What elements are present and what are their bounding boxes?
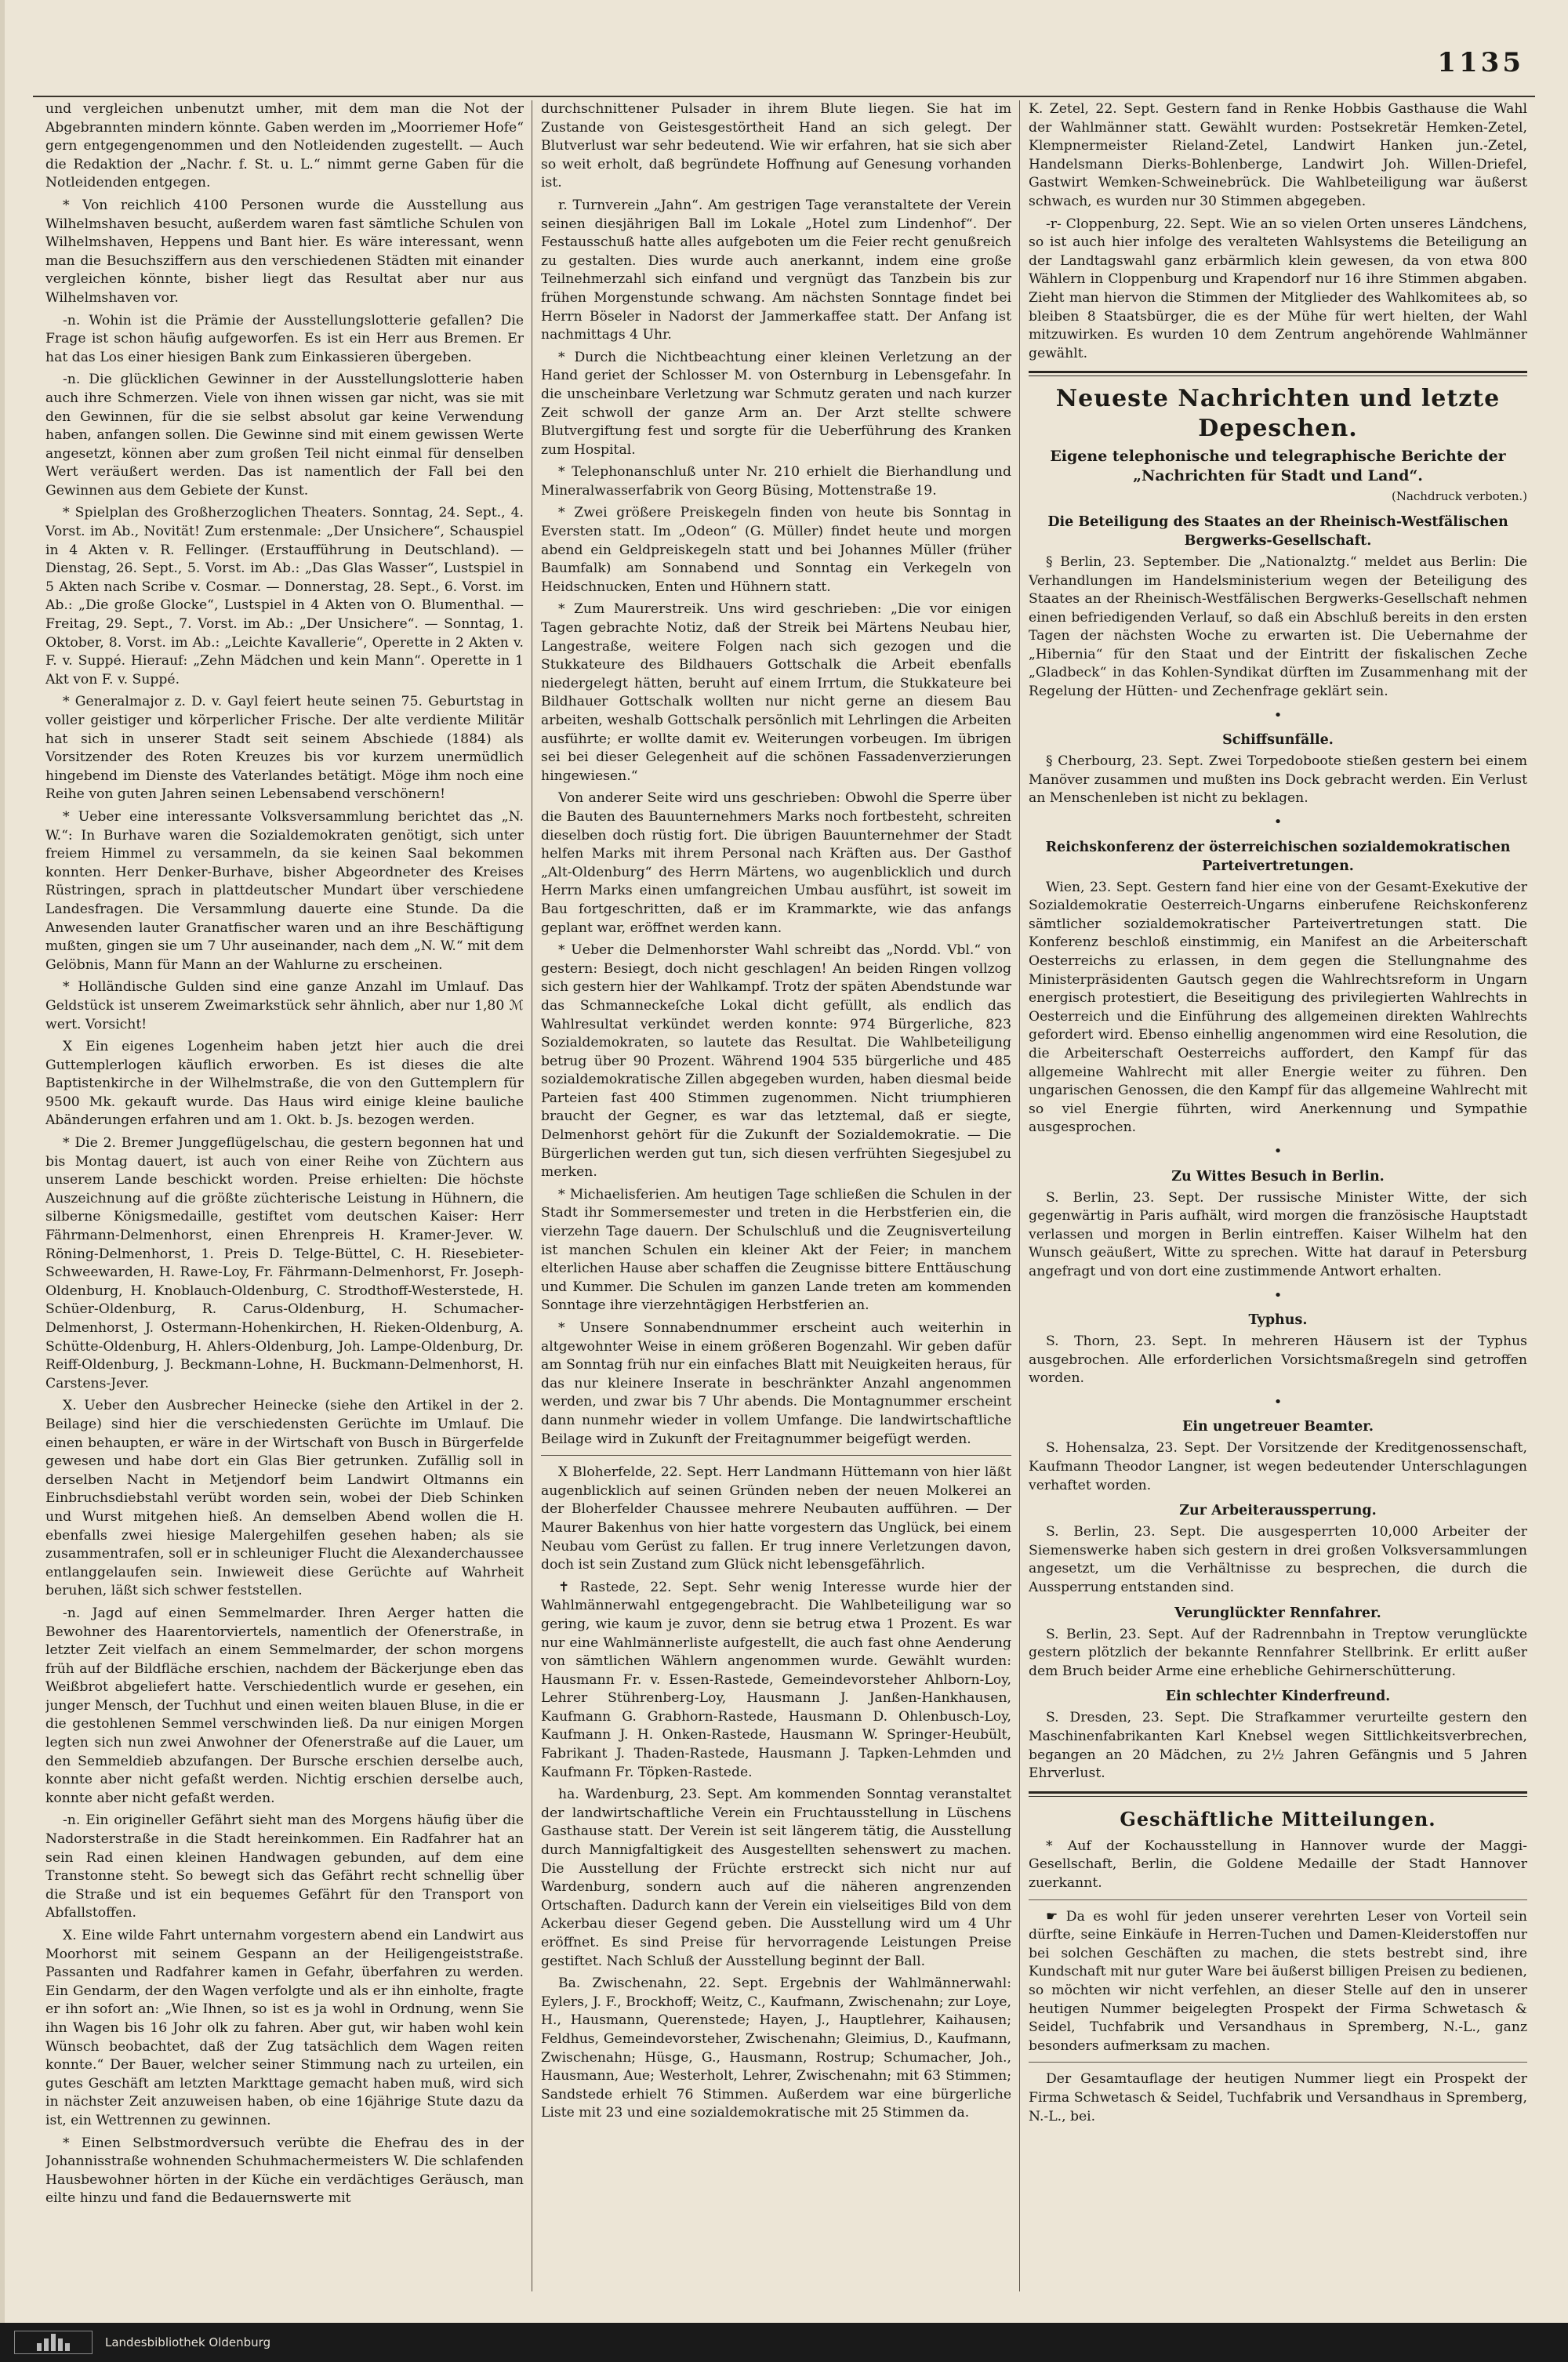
article-paragraph: * Generalmajor z. D. v. Gayl feiert heute seinen 75. Geburtstag in voller geistiger und körperlicher Frische. Der alte verdiente Militär hat sich in unserer Stadt seit seinem Abschiede (1884) als Vorsitzender des Roten Kreuzes bis vor kurzem unermüdlich hingebend im Dienste des Vaterlandes betätigt. Möge ihm noch eine Reihe von guten Jahren seinen Lebensabend verschönern! (45, 694, 524, 803)
article-paragraph: ✝ Rastede, 22. Sept. Sehr wenig Interesse wurde hier der Wahlmännerwahl entgegengebracht. Die Wahlbeteiligung war so gering, wie kaum je zuvor, denn sie betrug etwa 1 Prozent. Es war nur eine Wahlmännerliste aufgestellt, die auch fast ohne Aenderung von sämtlichen Wählern angenommen wurde. Gewählt wurden: Hausmann Fr. v. Essen-Rastede, Gemeindevorsteher Ahlborn-Loy, Lehrer Stührenberg-Loy, Hausmann J. Janßen-Hankhausen, Kaufmann G. Grabhorn-Rastede, Hausmann D. Ohlenbusch-Loy, Kaufmann J. H. Onken-Rastede, Hausmann W. Springer-Heubült, Fabrikant J. Thaden-Rastede, Hausmann J. Tapken-Lehmden und Kaufmann Fr. Töpken-Rastede. (541, 1579, 1011, 1780)
reprint-note: (Nachdruck verboten.) (1391, 489, 1527, 504)
article-headline: Schiffsunfälle. (1222, 732, 1334, 749)
column-1 (45, 100, 524, 2291)
article-headline: Die Beteiligung des Staates an der Rheinisch-Westfälischen Bergwerks-Gesellschaft. (1047, 513, 1508, 549)
section-title: Neueste Nachrichten und letzte Depeschen. (1055, 385, 1501, 443)
library-logo-icon (14, 2331, 93, 2354)
article-paragraph: X. Ueber den Ausbrecher Heinecke (siehe den Artikel in der 2. Beilage) sind hier die verschiedensten Gerüchte im Umlauf. Die einen behaupten, er wäre in der Wirtschaft von Busch in Bürgerfelde gewesen und habe dort ein Glas Bier getrunken. Zufällig soll in derselben Nacht in Metjendorf beim Landwirt Oltmanns ein Einbruchsdiebstahl verübt worden sein, wobei der Dieb Schinken und Wurst mitgehen hieß. An demselben Abend wollen die H. ebenfalls zwei hiesige Malergehilfen gesehen haben; als sie zusammentrafen, soll er in schleuniger Flucht die Alexanderchaussee entlanggelaufen sein. Inwieweit diese Gerüchte auf Wahrheit beruhen, läßt sich schwer feststellen. (45, 1398, 524, 1599)
separator-dot: • (1273, 706, 1283, 724)
article-headline: Verunglückter Rennfahrer. (1174, 1605, 1381, 1621)
article-headline: Zur Arbeiteraussperrung. (1179, 1503, 1377, 1519)
article-paragraph: ha. Wardenburg, 23. Sept. Am kommenden Sonntag veranstaltet der landwirtschaftliche Verein ein Fruchtausstellung in Lüschens Gasthause statt. Der Verein ist seit längerem tätig, die Ausstellung durch Mannigfaltigkeit des Ausgestellten sehenswert zu machen. Die Ausstellung der Früchte erstreckt sich nicht nur auf Wardenburg, sondern auch auf die näheren angrenzenden Ortschaften. Dadurch kann der Verein ein vielseitiges Bild von dem Ackerbau dieser Gegend geben. Die Ausstellung wird um 4 Uhr eröffnet. Es sind Preise für hervorragende Leistungen Preise gestiftet. Nach Schluß der Ausstellung beginnt der Ball. (541, 1787, 1011, 1969)
article-paragraph: X Bloherfelde, 22. Sept. Herr Landmann Hüttemann von hier läßt augenblicklich auf seinen Gründen neben der neuen Molkerei an der Bloherfelder Chaussee mehrere Neubauten aufführen. — Der Maurer Bakenhus von hier hatte vorgestern das Unglück, bei einem Neubau vom Gerüst zu fallen. Er trug innere Verletzungen davon, doch ist sein Zustand zum Glück nicht lebensgefährlich. (541, 1464, 1011, 1573)
article-headline: Ein schlechter Kinderfreund. (1165, 1689, 1391, 1705)
top-rule (33, 96, 1535, 97)
business-block (1029, 1838, 1527, 2126)
article-paragraph: S. Thorn, 23. Sept. In mehreren Häusern ist der Typhus ausgebrochen. Alle erforderlichen Vorsichtsmaßregeln sind getroffen worden. (1029, 1333, 1527, 1387)
article-paragraph: * Unsere Sonnabendnummer erscheint auch weiterhin in altgewohnter Weise in einem größeren Bogenzahl. Wir geben dafür am Sonntag früh nur ein einfaches Blatt mit Neuigkeiten heraus, für das nur kleinere Inserate in beschränkter Anzahl angenommen werden, und zwar bis 7 Uhr abends. Die Montagnummer erscheint dann nunmehr wieder in vollem Umfange. Die landwirtschaftliche Beilage wird in Zukunft der Freitagnummer beigefügt werden. (541, 1320, 1011, 1447)
article-paragraph: -r- Cloppenburg, 22. Sept. Wie an so vielen Orten unseres Ländchens, so ist auch hier infolge des veralteten Wahlsystems die Beteiligung an der Landtagswahl ganz erbärmlich klein gewesen, da von etwa 800 Wählern in Cloppenburg und Krapendorf nur 16 ihre Stimmen abgaben. Zieht man hiervon die Stimmen der Mitglieder des Wahlkomitees ab, so bleiben 8 Staatsbürger, die es der Mühe für wert hielten, der Wahl mitzuwirken. Es wurden 10 dem Zentrum angehörende Wahlmänner gewählt. (1029, 216, 1527, 361)
article-paragraph: * Ueber eine interessante Volksversammlung berichtet das „N. W.“: In Burhave waren die Sozialdemokraten genötigt, sich unter freiem Himmel zu versammeln, da sie keinen Saal bekommen konnten. Herr Denker-Burhave, bisher Abgeordneter des Kreises Rüstringen, sprach in plattdeutscher Mundart über verschiedene Landesfragen. Die Versammlung dauerte eine Stunde. Da die Anwesenden lauter Granatfischer waren und an ihre Beschäftigung mußten, gingen sie um 7 Uhr auseinander, nach dem „N. W.“ mit dem Gelöbnis, Mann für Mann an der Wahlurne zu erscheinen. (45, 808, 524, 973)
article-paragraph: S. Berlin, 23. Sept. Der russische Minister Witte, der sich gegenwärtig in Paris aufhält, wird morgen die französische Hauptstadt verlassen und morgen in Berlin eintreffen. Kaiser Wilhelm hat den Wunsch geäußert, Witte zu sprechen. Witte hat darauf in Petersburg angefragt und von dort eine zustimmende Antwort erhalten. (1029, 1189, 1527, 1279)
article-headline: Reichskonferenz der österreichischen sozialdemokratischen Parteivertretungen. (1045, 839, 1511, 874)
article-paragraph: Wien, 23. Sept. Gestern fand hier eine von der Gesamt-Exekutive der Sozialdemokratie Oesterreich-Ungarns einberufene Reichskonferenz sämtlicher sozialdemokratischer Parteivertretungen statt. Die Konferenz beschloß einstimmig, ein Manifest an die Arbeiterschaft Oesterreichs zu erlassen, in dem gegen die Stellungnahme des Ministerpräsidenten Gautsch gegen die Wahlrechtsreform in Ungarn energisch protestiert, die Beseitigung des privilegierten Wahlrechts in Oesterreich und die Einführung des allgemeinen direkten Wahlrechts gefordert wird. Ebenso einhellig angenommen wird eine Resolution, die die Arbeiterschaft Oesterreichs auffordert, den Kampf für das allgemeine Wahlrecht mit aller Energie weiter zu führen. Den ungarischen Genossen, die den Kampf für das allgemeine Wahlrecht mit so viel Energie führten, wird Anerkennung und Sympathie ausgesprochen. (1029, 879, 1527, 1136)
article-headline: Ein ungetreuer Beamter. (1182, 1419, 1374, 1435)
article-paragraph: r. Turnverein „Jahn“. Am gestrigen Tage veranstaltete der Verein seinen diesjährigen Ball im Lokale „Hotel zum Lindenhof“. Der Festausschuß hatte alles aufgeboten um die Feier recht genußreich zu gestalten. Dies wurde auch anerkannt, indem eine große Teilnehmerzahl sich einfand und vergnügt das Tanzbein bis zur frühen Morgenstunde schwang. Am nächsten Sonntage findet bei Herrn Böseler in Nadorst der Jammerkaffee statt. Der Anfang ist nachmittags 4 Uhr. (541, 197, 1011, 343)
separator-rule (1029, 1899, 1527, 1900)
article-paragraph: * Spielplan des Großherzoglichen Theaters. Sonntag, 24. Sept., 4. Vorst. im Ab., Novität! Zum erstenmale: „Der Unsichere“, Schauspiel in 4 Akten v. R. Fellinger. (Erstaufführung in Deutschland). — Dienstag, 26. Sept., 5. Vorst. im Ab.: „Das Glas Wasser“, Lustspiel in 5 Akten nach Scribe v. Cosmar. — Donnerstag, 28. Sept., 6. Vorst. im Ab.: „Die große Glocke“, Lustspiel in 4 Akten von O. Blumenthal. — Freitag, 29. Sept., 7. Vorst. im Ab.: „Der Unsichere“. — Sonntag, 1. Oktober, 8. Vorst. im Ab.: „Leichte Kavallerie“, Operette in 2 Akten v. F. v. Suppé. Hierauf: „Zehn Mädchen und kein Mann“. Operette in 1 Akt von F. v. Suppé. (45, 505, 524, 688)
article-paragraph: S. Berlin, 23. Sept. Auf der Radrennbahn in Treptow verunglückte gestern plötzlich der bekannte Rennfahrer Stellbrink. Er erlitt außer dem Bruch beider Arme eine erhebliche Gehirnerschütterung. (1029, 1626, 1527, 1679)
article-paragraph: S. Berlin, 23. Sept. Die ausgesperrten 10,000 Arbeiter der Siemenswerke haben sich gestern in drei großen Volksversammlungen angesetzt, um die Verhältnisse zu besprechen, die durch die Aussperrung entstanden sind. (1029, 1524, 1527, 1596)
dispatches-block (1029, 513, 1527, 1783)
column-3 (1029, 100, 1527, 2291)
article-headline: Zu Wittes Besuch in Berlin. (1171, 1168, 1385, 1185)
article-paragraph: * Zwei größere Preiskegeln finden von heute bis Sonntag in Eversten statt. Im „Odeon“ (G. Müller) findet heute und morgen abend ein Geldpreiskegeln statt und bei Johannes Müller (früher Baumfalk) am Sonnabend und Sonntag ein Verkegeln von Heidschnucken, Enten und Hühnern statt. (541, 505, 1011, 595)
article-paragraph: * Ueber die Delmenhorster Wahl schreibt das „Nordd. Vbl.“ von gestern: Besiegt, doch nicht geschlagen! An beiden Ringen vollzog sich gestern hier der Wahlkampf. Trotz der späten Abendstunde war das Schmanneckeſche Lokal dicht gefüllt, als endlich das Wahlresultat verkündet werden konnte: 974 Bürgerliche, 823 Sozialdemokraten, so lautete das Resultat. Die Wahlbeteiligung betrug über 90 Prozent. Während 1904 535 bürgerliche und 485 sozialdemokratische Zillen abgegeben wurden, haben diesmal beide Parteien fast 400 Stimmen zugenommen. Nicht triumphieren braucht der Gegner, es war das letztemal, daß er siegte, Delmenhorst gehört für die Zukunft der Sozialdemokratie. — Die Bürgerlichen werden gut tun, sich diesen verfrühten Siegesjubel zu merken. (541, 942, 1011, 1181)
separator-dot: • (1273, 1142, 1283, 1159)
article-paragraph: * Zum Maurerstreik. Uns wird geschrieben: „Die vor einigen Tagen gebrachte Notiz, daß der Streik bei Märtens Neubau hier, Langestraße, weitere Folgen nach sich gezogen und die Stukkateure des Bildhauers Gottschalk die Arbeit ebenfalls niedergelegt hätten, beruht auf einem Irrtum, die Stukkateure bei Bildhauer Gottschalk wollten nur nicht gerne an diesem Bau arbeiten, weshalb Gottschalk persönlich mit Lehrlingen die Arbeiten ausführte; er wollte damit ev. Weiterungen vorbeugen. Im übrigen sei bei dieser Gelegenheit auf die schönen Fassadenverzierungen hingewiesen.“ (541, 601, 1011, 784)
article-paragraph: * Die 2. Bremer Junggeflügelschau, die gestern begonnen hat und bis Montag dauert, ist auch von einer Reihe von Züchtern aus unserem Lande beschickt worden. Preise erhielten: Die höchste Auszeichnung auf die größte züchterische Leistung in Hühnern, die silberne Königsmedaille, gestiftet vom deutschen Kaiser: Herr Fährmann-Delmenhorst, einen Ehrenpreis H. Kramer-Jever. W. Röning-Delmenhorst, 1. Preis D. Telge-Büttel, C. H. Riesebieter-Schweewarden, H. Rawe-Loy, Fr. Fährmann-Delmenhorst, Fr. Joseph-Oldenburg, H. Knoblauch-Oldenburg, C. Strodthoff-Westerstede, H. Schüer-Oldenburg, R. Carus-Oldenburg, H. Schumacher-Delmenhorst, J. Ostermann-Hohenkirchen, H. Rieken-Oldenburg, A. Schütte-Oldenburg, H. Ahlers-Oldenburg, Joh. Lampe-Oldenburg, Dr. Reiff-Oldenburg, J. Beckmann-Lohne, H. Buckmann-Delmenhorst, H. Carstens-Jever. (45, 1135, 524, 1391)
article-paragraph: -n. Die glücklichen Gewinner in der Ausstellungslotterie haben auch ihre Schmerzen. Viele von ihnen wissen gar nicht, was sie mit den Gewinnen, für die sie selbst absolut gar keine Verwendung haben, anfangen sollen. Die Gewinne sind mit einem gewissen Werte angesetzt, können aber zum großen Teil nicht einmal für denselben Wert veräußert werden. Das ist namentlich der Fall bei den Gewinnen aus dem Gebiete der Kunst. (45, 372, 524, 499)
business-title: Geschäftliche Mitteilungen. (1120, 1807, 1436, 1830)
section-subtitle: Eigene telephonische und telegraphische Berichte der „Nachrichten für Stadt und Land“. (1050, 448, 1506, 485)
article-paragraph: * Von reichlich 4100 Personen wurde die Ausstellung aus Wilhelmshaven besucht, außerdem waren fast sämtliche Schulen von Wilhelmshaven, Heppens und Bant hier. Es wäre interessant, wenn man die Besuchsziffern aus den verschiedenen Städten mit einander vergleichen könnte, bisher liegt das Resultat aber nur aus Wilhelmshaven vor. (45, 197, 524, 306)
article-headline: Typhus. (1248, 1312, 1308, 1329)
article-paragraph: X. Eine wilde Fahrt unternahm vorgestern abend ein Landwirt aus Moorhorst mit seinem Gespann an der Heiligengeiststraße. Passanten und Radfahrer kamen in Gefahr, überfahren zu werden. Ein Gendarm, der den Wagen verfolgte und als er ihn einholte, fragte er ihn sofort an: „Wie Ihnen, so ist es ja wohl in Ordnung, wenn Sie ihn Wagen bis 16 Johr olk zu fahren. Aber gut, wir haben wohl kein Wünsch beobachtet, daß der Zug tatsächlich dem Wagen reiten konnte.“ Der Bauer, welcher seiner Stimmung nach zu urteilen, ein gutes Geschäft am letzten Markttage gemacht haben muß, wird sich in nächster Zeit anzuweisen haben, ob eine 16jährige Stute dazu da ist, ein Wettrennen zu gewinnen. (45, 1928, 524, 2128)
article-paragraph: S. Dresden, 23. Sept. Die Strafkammer verurteilte gestern den Maschinenfabrikanten Karl Knebsel wegen Sittlichkeitsverbrechen, begangen an 20 Mädchen, zu 2½ Jahren Gefängnis und 5 Jahren Ehrverlust. (1029, 1710, 1527, 1782)
article-paragraph: * Telephonanschluß unter Nr. 210 erhielt die Bierhandlung und Mineralwasserfabrik von Georg Büsing, Mottenstraße 19. (541, 464, 1011, 499)
article-paragraph: und vergleichen unbenutzt umher, mit dem man die Not der Abgebrannten mindern könnte. Gaben werden im „Moorriemer Hofe“ gern entgegengenommen und den Notleidenden zugestellt. — Auch die Redaktion der „Nachr. f. St. u. L.“ nimmt gerne Gaben für die Notleidenden entgegen. (45, 101, 524, 191)
separator-rule (541, 1455, 1011, 1456)
separator-dot: • (1273, 1286, 1283, 1304)
article-paragraph: durchschnittener Pulsader in ihrem Blute liegen. Sie hat im Zustande von Geistesgestörtheit Hand an sich gelegt. Der Blutverlust war sehr bedeutend. Wie wir erfahren, hat sie sich aber so weit erholt, daß begründete Hoffnung auf Genesung vorhanden ist. (541, 101, 1011, 191)
article-paragraph: X Ein eigenes Logenheim haben jetzt hier auch die drei Guttemplerlogen käuflich erworben. Es ist dieses die alte Baptistenkirche in der Wilhelmstraße, die von den Guttemplern für 9500 Mk. gekauft wurde. Das Haus wird einige kleine bauliche Abänderungen erfahren und am 1. Okt. b. Js. bezogen werden. (45, 1039, 524, 1129)
library-name: Landesbibliothek Oldenburg (105, 2335, 271, 2349)
article-paragraph: -n. Wohin ist die Prämie der Ausstellungslotterie gefallen? Die Frage ist schon häufig aufgeworfen. Es ist ein Herr aus Bremen. Er hat das Los einer hiesigen Bank zum Einkassieren übergeben. (45, 312, 524, 365)
page-edge (0, 0, 5, 2362)
separator-dot: • (1273, 1393, 1283, 1410)
library-footer (0, 2323, 1568, 2362)
article-paragraph: § Berlin, 23. September. Die „Nationalztg.“ meldet aus Berlin: Die Verhandlungen im Handelsministerium wegen der Beteiligung des Staates an der Rheinisch-Westfälischen Bergwerks-Gesellschaft nehmen einen befriedigenden Verlauf, so daß ein Abschluß bereits in den ersten Tagen der nächsten Woche zu erwarten ist. Die Uebernahme der „Hibernia“ für den Staat und der Eintritt der fiskalischen Zeche „Gladbeck“ in das Kohlen-Syndikat dürften im Zusammenhang mit der Regelung der Hütten- und Zechenfrage geklärt sein. (1029, 553, 1527, 700)
article-paragraph: * Holländische Gulden sind eine ganze Anzahl im Umlauf. Das Geldstück ist unserem Zweimarkstück sehr ähnlich, aber nur 1,80 ℳ wert. Vorsicht! (45, 979, 524, 1032)
section-rule (1029, 371, 1527, 373)
column-2 (541, 100, 1011, 2291)
local-news-block (1029, 100, 1527, 363)
page-number: 1135 (1437, 47, 1524, 78)
article-paragraph: -n. Jagd auf einen Semmelmarder. Ihren Aerger hatten die Bewohner des Haarentorviertels, namentlich der Ofenerstraße, in letzter Zeit vielfach an einem Semmelmarder, der schon morgens früh auf der Bildfläche erschien, nachdem der Bäckerjunge eben das Weißbrot abgeliefert hatte. Verschiedentlich wurde er gesehen, ein junger Mensch, der Tuchhut und einen weiten blauen Bluse, in die er die gestohlenen Semmel verschwinden ließ. Da nur einigen Morgen legten sich nun zwei Anwohner der Ofenerstraße auf die Lauer, um den Semmeldieb abzufangen. Der Bursche erschien derselbe auch, konnte aber nicht gefaßt werden. Nichtig erschien derselbe auch, konnte aber nicht gefaßt werden. (45, 1605, 524, 1806)
separator-rule (1029, 2062, 1527, 2063)
separator-dot: • (1273, 814, 1283, 831)
article-paragraph: S. Hohensalza, 23. Sept. Der Vorsitzende der Kreditgenossenschaft, Kaufmann Theodor Langner, ist wegen bedeutender Unterschlagungen verhaftet worden. (1029, 1440, 1527, 1493)
column-rule (1019, 100, 1020, 2291)
section-rule (1029, 1791, 1527, 1794)
article-paragraph: Ba. Zwischenahn, 22. Sept. Ergebnis der Wahlmännerwahl: Eylers, J. F., Brockhoff; Weitz, C., Kaufmann, Zwischenahn; zur Loye, H., Hausmann, Querenstede; Hayen, J., Hauptlehrer, Kaihausen; Feldhus, Gemeindevorsteher, Zwischenahn; Gleimius, D., Kaufmann, Zwischenahn; Hüsge, G., Hausmann, Rostrup; Schumacher, Joh., Hausmann, Aue; Westerholt, Lehrer, Zwischenahn; mit 63 Stimmen; Sandstede erhielt 76 Stimmen. Außerdem war eine bürgerliche Liste mit 23 und eine sozialdemokratische mit 25 Stimmen da. (541, 1976, 1011, 2121)
article-paragraph: * Auf der Kochausstellung in Hannover wurde der Maggi-Gesellschaft, Berlin, die Goldene Medaille der Stadt Hannover zuerkannt. (1029, 1838, 1527, 1891)
article-paragraph: * Durch die Nichtbeachtung einer kleinen Verletzung an der Hand geriet der Schlosser M. von Osternburg in Lebensgefahr. In die unscheinbare Verletzung war Schmutz geraten und nach kurzer Zeit schwoll der ganze Arm an. Der Arzt stellte schwere Blutvergiftung fest und sorgte für die Ueberführung des Kranken zum Hospital. (541, 349, 1011, 458)
article-paragraph: § Cherbourg, 23. Sept. Zwei Torpedoboote stießen gestern bei einem Manöver zusammen und mußten ins Dock gebracht werden. Ein Verlust an Menschenleben ist nicht zu beklagen. (1029, 753, 1527, 807)
article-paragraph: * Einen Selbstmordversuch verübte die Ehefrau des in der Johannisstraße wohnenden Schuhmachermeisters W. Die schlafenden Hausbewohner hörten in der Küche ein verdächtiges Geräusch, man eilte hinzu und fand die Bedauernswerte mit (45, 2135, 524, 2207)
article-paragraph: K. Zetel, 22. Sept. Gestern fand in Renke Hobbis Gasthause die Wahl der Wahlmänner statt. Gewählt wurden: Postsekretär Hemken-Zetel, Klempnermeister Rieland-Zetel, Landwirt Hanken jun.-Zetel, Handelsmann Dierks-Bohlenberge, Landwirt Joh. Willen-Driefel, Gastwirt Wemken-Schweinebrück. Die Wahlbeteiligung war äußerst schwach, es wurden nur 30 Stimmen abgegeben. (1029, 101, 1527, 209)
article-paragraph: -n. Ein origineller Gefährt sieht man des Morgens häufig über die Nadorsterstraße in die Stadt hereinkommen. Ein Radfahrer hat an sein Rad einen kleinen Handwagen gebunden, auf dem eine Transtonne steht. So bewegt sich das Gefährt recht schnellig über die Straße und ist ein bequemes Gefährt für den Transport von Abfallstoffen. (45, 1812, 524, 1921)
section-rule (1029, 1796, 1527, 1797)
article-paragraph: Der Gesamtauflage der heutigen Nummer liegt ein Prospekt der Firma Schwetasch & Seidel, Tuchfabrik und Versandhaus in Spremberg, N.-L., bei. (1029, 2071, 1527, 2124)
article-paragraph: * Michaelisferien. Am heutigen Tage schließen die Schulen in der Stadt ihr Sommersemester und treten in die Herbstferien ein, die vierzehn Tage dauern. Der Schulschluß und die Zeugnisverteilung ist manchen Schulen ein kleiner Akt der Feier; in manchem elterlichen Hause aber schaffen die Zeugnisse bittere Enttäuschung und Kummer. Die Schulen im ganzen Lande treten am kommenden Sonntage ihre vierzehntägigen Herbstferien an. (541, 1186, 1011, 1314)
article-paragraph: Von anderer Seite wird uns geschrieben: Obwohl die Sperre über die Bauten des Bauunternehmers Marks noch fortbesteht, schreiten dieselben doch rüstig fort. Die übrigen Bauunternehmer der Stadt helfen Marks mit ihrem Personal nach Kräften aus. Der Gasthof „Alt-Oldenburg“ des Herrn Märtens, wo augenblicklich und durch Herrn Marks einen umfangreichen Umbau ausführt, ist soweit im Bau fortgeschritten, daß er im Krammarkte, wie das anfangs geplant war, eröffnet werden kann. (541, 790, 1011, 936)
article-paragraph: ☛ Da es wohl für jeden unserer verehrten Leser von Vorteil sein dürfte, seine Einkäufe in Herren-Tuchen und Damen-Kleiderstoffen nur bei solchen Geschäften zu machen, die stets bestrebt sind, ihre Kundschaft mit nur guter Ware bei äußerst billigen Preisen zu bedienen, so möchten wir nicht verfehlen, an dieser Stelle auf den in unserer heutigen Nummer beigelegten Prospekt der Firma Schwetasch & Seidel, Tuchfabrik und Versandhaus in Spremberg, N.-L., ganz besonders aufmerksam zu machen. (1029, 1908, 1527, 2054)
